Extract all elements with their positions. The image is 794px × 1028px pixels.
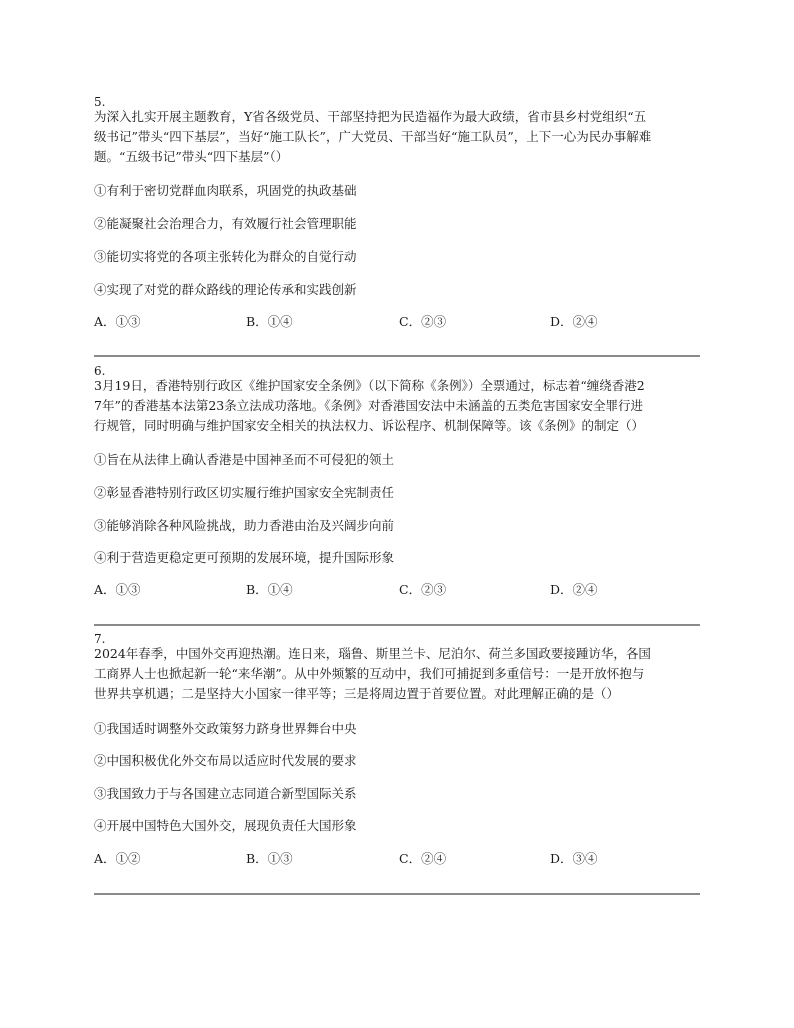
choice-a[interactable]: A．①③ bbox=[94, 314, 141, 329]
option-2: ②彰显香港特别行政区切实履行维护国家安全宪制责任 bbox=[94, 485, 395, 500]
choice-b[interactable]: B．①③ bbox=[246, 851, 293, 866]
option-3: ③我国致力于与各国建立志同道合新型国际关系 bbox=[94, 786, 357, 801]
option-4: ④开展中国特色大国外交，展现负责任大国形象 bbox=[94, 818, 357, 833]
stem-line: 工商界人士也掀起新一轮“来华潮”。从中外频繁的互动中，我们可捕捉到多重信号：一是开放怀抱与 bbox=[94, 666, 645, 681]
stem-line: 7年”的香港基本法第23条立法成功落地。《条例》对香港国安法中未涵盖的五类危害国家安全罪行进 bbox=[94, 398, 644, 413]
option-1: ①有利于密切党群血肉联系，巩固党的执政基础 bbox=[94, 183, 357, 198]
choice-c[interactable]: C．②③ bbox=[399, 314, 447, 329]
option-2: ②能凝聚社会治理合力，有效履行社会管理职能 bbox=[94, 216, 357, 231]
option-3: ③能切实将党的各项主张转化为群众的自觉行动 bbox=[94, 249, 357, 264]
option-2: ②中国积极优化外交布局以适应时代发展的要求 bbox=[94, 753, 357, 768]
stem-line: 为深入扎实开展主题教育，Y省各级党员、干部坚持把为民造福作为最大政绩，省市县乡村党组织“五 bbox=[94, 109, 647, 124]
question-stem bbox=[94, 376, 700, 436]
question-5 bbox=[94, 95, 700, 329]
question-number: 5. bbox=[94, 95, 106, 109]
stem-line: 行规管，同时明确与维护国家安全相关的执法权力、诉讼程序、机制保障等。该《条例》的制定（） bbox=[94, 418, 645, 433]
question-7 bbox=[94, 632, 700, 866]
choice-b[interactable]: B．①④ bbox=[246, 314, 293, 329]
choice-d[interactable]: D．②④ bbox=[550, 582, 598, 597]
divider bbox=[94, 624, 700, 626]
question-6 bbox=[94, 364, 700, 597]
question-number: 6. bbox=[94, 364, 106, 378]
stem-line: 级书记”带头“四下基层”，当好“施工队长”，广大党员、干部当好“施工队员”，上下一心为民办事解难 bbox=[94, 129, 652, 144]
divider bbox=[94, 893, 700, 895]
choice-c[interactable]: C．②④ bbox=[399, 851, 447, 866]
choice-a[interactable]: A．①③ bbox=[94, 582, 141, 597]
stem-line: 3月19日，香港特别行政区《维护国家安全条例》（以下简称《条例》）全票通过，标志着“缠绕香港2 bbox=[94, 378, 645, 393]
choice-a[interactable]: A．①② bbox=[94, 851, 141, 866]
option-3: ③能够消除各种风险挑战，助力香港由治及兴阔步向前 bbox=[94, 518, 395, 533]
divider bbox=[94, 355, 700, 357]
question-stem bbox=[94, 644, 700, 704]
stem-line: 世界共享机遇；二是坚持大小国家一律平等；三是将周边置于首要位置。对此理解正确的是（） bbox=[94, 686, 620, 701]
option-4: ④利于营造更稳定更可预期的发展环境，提升国际形象 bbox=[94, 550, 395, 565]
choice-d[interactable]: D．②④ bbox=[550, 314, 598, 329]
stem-line: 2024年春季，中国外交再迎热潮。连日来，瑙鲁、斯里兰卡、尼泊尔、荷兰多国政要接踵访华，各国 bbox=[94, 646, 651, 661]
option-1: ①我国适时调整外交政策努力跻身世界舞台中央 bbox=[94, 721, 357, 736]
choice-b[interactable]: B．①④ bbox=[246, 582, 293, 597]
choice-d[interactable]: D．③④ bbox=[550, 851, 598, 866]
option-1: ①旨在从法律上确认香港是中国神圣而不可侵犯的领土 bbox=[94, 452, 395, 467]
question-number: 7. bbox=[94, 632, 106, 646]
option-4: ④实现了对党的群众路线的理论传承和实践创新 bbox=[94, 282, 357, 297]
choice-c[interactable]: C．②③ bbox=[399, 582, 447, 597]
question-stem bbox=[94, 107, 700, 167]
stem-line: 题。“五级书记”带头“四下基层”（） bbox=[94, 149, 289, 164]
